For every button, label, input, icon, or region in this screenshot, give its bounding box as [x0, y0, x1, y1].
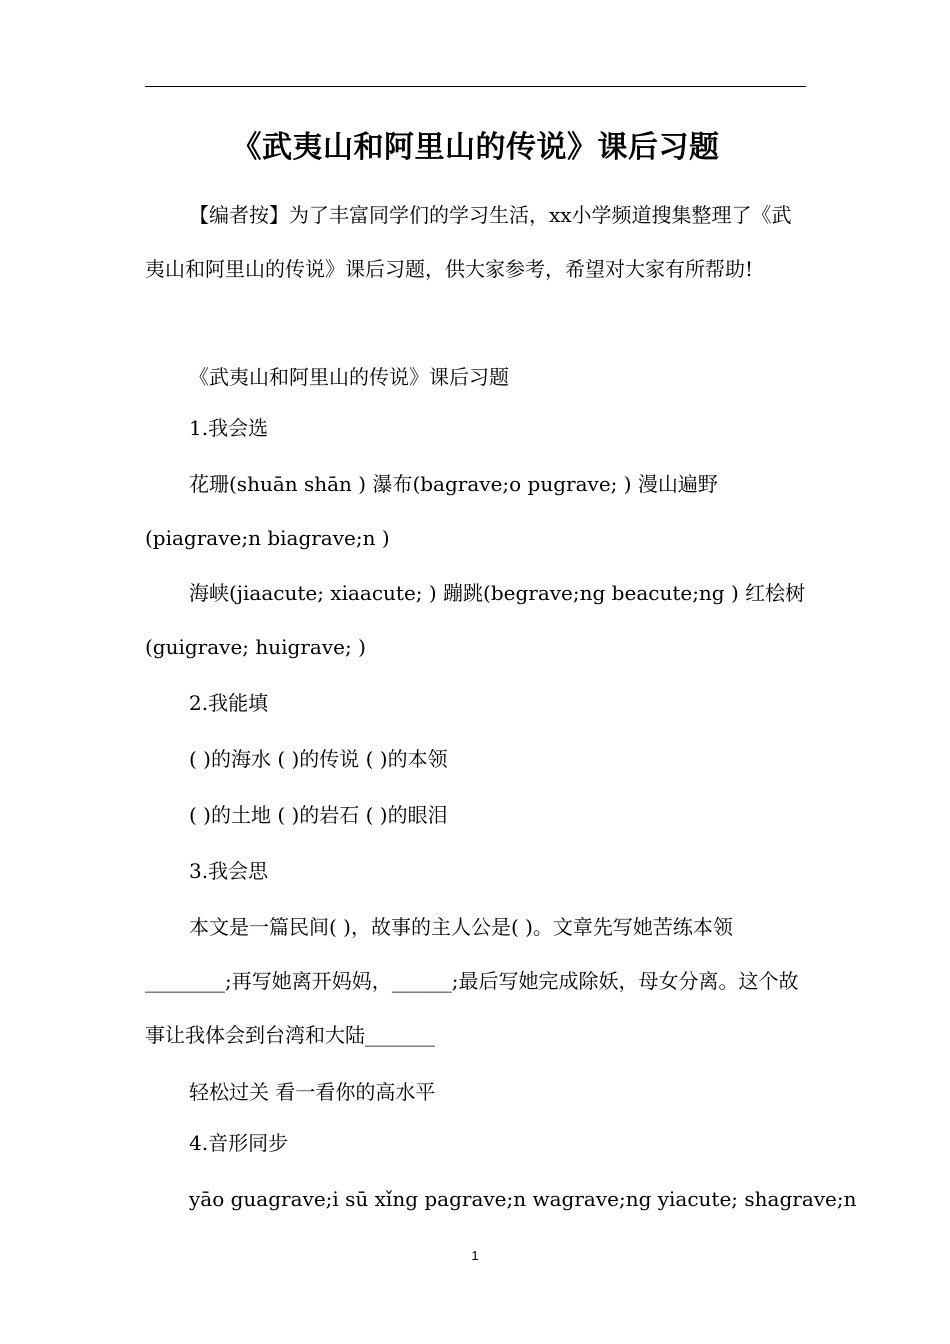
- q2-line-1: ( )的海水 ( )的传说 ( )的本领: [189, 747, 448, 771]
- intro-paragraph: 【编者按】为了丰富同学们的学习生活，xx小学频道搜集整理了《武夷山和阿里山的传说》课后习题，供大家参考，希望对大家有所帮助!: [145, 203, 792, 281]
- subtitle: 《武夷山和阿里山的传说》课后习题: [189, 365, 509, 389]
- section-heading: 轻松过关 看一看你的高水平: [189, 1080, 436, 1104]
- q2-line-2: ( )的土地 ( )的岩石 ( )的眼泪: [189, 803, 448, 827]
- q1-line-1: 花珊(shuān shān ) 瀑布(bagrave;o pugrave; ) 漫山遍野(piagrave;n biagrave;n ): [145, 472, 718, 550]
- header-rule: [145, 86, 806, 87]
- document-title: 《武夷山和阿里山的传说》课后习题: [231, 130, 720, 165]
- q4-heading: 4.音形同步: [189, 1131, 289, 1155]
- page-number: 1: [471, 1248, 479, 1263]
- q1-line-2: 海峡(jiaacute; xiaacute; ) 蹦跳(begrave;ng beacute;ng ) 红桧树(guigrave; huigrave; ): [145, 581, 806, 659]
- q3-paragraph: 本文是一篇民间( )，故事的主人公是( )。文章先写她苦练本领________;再写她离开妈妈，______;最后写她完成除妖，母女分离。这个故事让我体会到台湾和大陆_______: [145, 915, 799, 1047]
- q3-heading: 3.我会思: [189, 859, 269, 883]
- q1-heading: 1.我会选: [189, 416, 269, 440]
- q2-heading: 2.我能填: [189, 691, 269, 715]
- q4-line-1: yāo guagrave;i sū xǐng pagrave;n wagrave;ng yiacute; shagrave;n: [189, 1187, 857, 1211]
